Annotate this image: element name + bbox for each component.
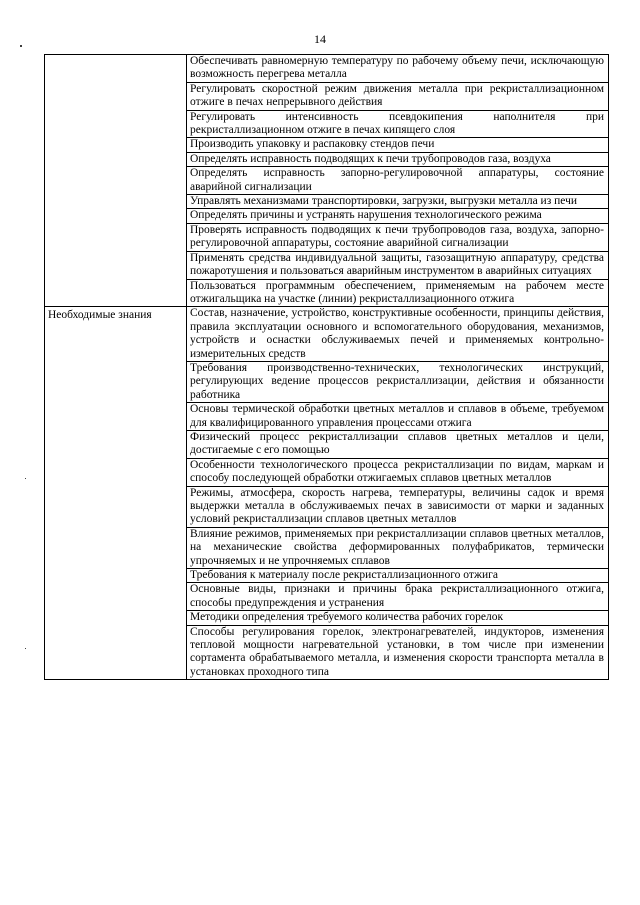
item-cell: Основы термической обработки цветных металлов и сплавов в объеме, требуемом для квалифицированного управления процессами отжига <box>187 403 609 431</box>
item-cell: Физический процесс рекристаллизации сплавов цветных металлов и цели, достигаемые с его помощью <box>187 430 609 458</box>
item-cell: Производить упаковку и распаковку стендов печи <box>187 138 609 152</box>
item-cell: Регулировать скоростной режим движения металла при рекристаллизационном отжиге в печах непрерывного действия <box>187 82 609 110</box>
section-label-cell <box>45 55 187 307</box>
item-cell: Состав, назначение, устройство, конструктивные особенности, принципы действия, правила эксплуатации основного и вспомогательного оборудования, механизмов, устройств и оснастки обслуживаемых печей и применяемых контрольно-измерительных средств <box>187 307 609 362</box>
item-cell: Особенности технологического процесса рекристаллизации по видам, маркам и способу последующей обработки отжигаемых сплавов цветных металлов <box>187 458 609 486</box>
item-cell: Регулировать интенсивность псевдокипения наполнителя при рекристаллизационном отжиге в печах кипящего слоя <box>187 110 609 138</box>
item-cell: Методики определения требуемого количества рабочих горелок <box>187 611 609 625</box>
skills-knowledge-table <box>44 54 609 680</box>
item-cell: Управлять механизмами транспортировки, загрузки, выгрузки металла из печи <box>187 195 609 209</box>
item-cell: Пользоваться программным обеспечением, применяемым на рабочем месте отжигальщика на участке (линии) рекристаллизационного отжига <box>187 279 609 307</box>
table-row <box>45 307 609 362</box>
item-cell: Обеспечивать равномерную температуру по рабочему объему печи, исключающую возможность перегрева металла <box>187 55 609 83</box>
scan-speck <box>25 648 26 649</box>
table-row <box>45 55 609 83</box>
item-cell: Способы регулирования горелок, электронагревателей, индукторов, изменения тепловой мощности нагревательной установки, в том числе при изменении сортамента обрабатываемого металла, и изменения скорости транспорта металла в установках проходного типа <box>187 625 609 680</box>
item-cell: Проверять исправность подводящих к печи трубопроводов газа, воздуха, запорно-регулировочной аппаратуры, состояние аварийной сигнализации <box>187 223 609 251</box>
item-cell: Применять средства индивидуальной защиты, газозащитную аппаратуру, средства пожаротушения и пользоваться аварийным инструментом в аварийных ситуациях <box>187 251 609 279</box>
item-cell: Влияние режимов, применяемых при рекристаллизации сплавов цветных металлов, на механические свойства деформированных полуфабрикатов, термически упрочняемых и не упрочняемых сплавов <box>187 527 609 568</box>
item-cell: Режимы, атмосфера, скорость нагрева, температуры, величины садок и время выдержки металла в обслуживаемых печах в зависимости от марки и заданных условий рекристаллизации сплавов цветных металлов <box>187 486 609 527</box>
scan-speck <box>20 45 22 47</box>
item-cell: Определять причины и устранять нарушения технологического режима <box>187 209 609 223</box>
item-cell: Требования производственно-технических, технологических инструкций, регулирующих ведение процессов рекристаллизации, действия и обязанности работника <box>187 361 609 402</box>
page-number: 14 <box>314 32 326 46</box>
item-cell: Требования к материалу после рекристаллизационного отжига <box>187 569 609 583</box>
section-label: Необходимые знания <box>48 309 152 322</box>
item-cell: Определять исправность запорно-регулировочной аппаратуры, состояние аварийной сигнализации <box>187 167 609 195</box>
item-cell: Основные виды, признаки и причины брака рекристаллизационного отжига, способы предупреждения и устранения <box>187 583 609 611</box>
section-label-cell <box>45 307 187 680</box>
scan-speck <box>25 478 26 479</box>
item-cell: Определять исправность подводящих к печи трубопроводов газа, воздуха <box>187 152 609 166</box>
